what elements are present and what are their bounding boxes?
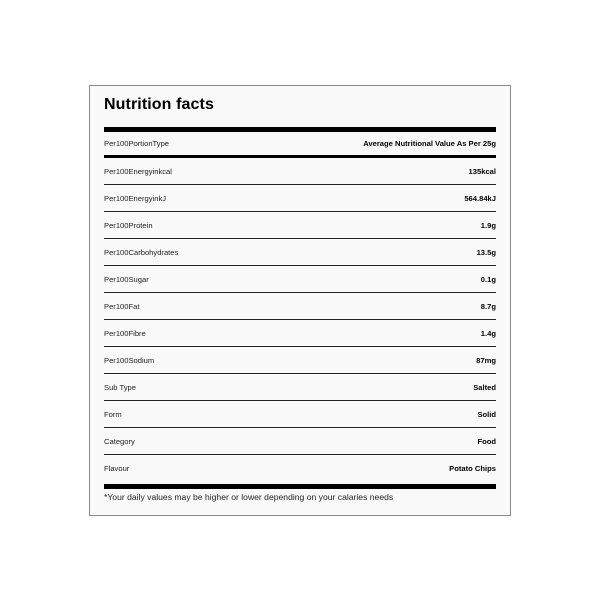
header-label: Per100PortionType — [104, 139, 170, 148]
row-value: Potato Chips — [449, 464, 496, 473]
row-label: Flavour — [104, 464, 130, 473]
nutrition-table — [104, 132, 496, 482]
table-row — [104, 239, 496, 266]
table-row — [104, 455, 496, 482]
table-row — [104, 212, 496, 239]
table-header-row — [104, 132, 496, 158]
row-label: Per100Sodium — [104, 355, 155, 365]
table-row — [104, 428, 496, 455]
row-value: 13.5g — [476, 247, 496, 257]
table-row — [104, 293, 496, 320]
row-value: 135kcal — [468, 166, 496, 176]
table-row — [104, 347, 496, 374]
footnote: *Your daily values may be higher or lower depending on your calaries needs — [104, 492, 394, 502]
row-label: Per100Sugar — [104, 274, 149, 284]
nutrition-facts-card — [89, 85, 511, 516]
row-label: Per100Fibre — [104, 328, 146, 338]
row-label: Per100Fat — [104, 301, 140, 311]
table-row — [104, 320, 496, 347]
row-value: Food — [477, 436, 496, 446]
row-label: Per100Protein — [104, 220, 153, 230]
row-label: Per100Carbohydrates — [104, 247, 179, 257]
row-value: 87mg — [476, 355, 496, 365]
table-row — [104, 401, 496, 428]
row-label: Sub Type — [104, 382, 136, 392]
header-value: Average Nutritional Value As Per 25g — [363, 139, 496, 148]
table-row — [104, 374, 496, 401]
row-value: 1.4g — [480, 328, 496, 338]
page-top-band — [0, 0, 600, 80]
row-label: Category — [104, 436, 135, 446]
table-row — [104, 158, 496, 185]
row-label: Form — [104, 409, 122, 419]
table-bottom-divider — [104, 484, 496, 489]
row-value: 0.1g — [480, 274, 496, 284]
row-label: Per100Energyinkcal — [104, 166, 172, 176]
row-value: 1.9g — [480, 220, 496, 230]
nutrition-title: Nutrition facts — [104, 96, 214, 113]
row-label: Per100EnergyinkJ — [104, 193, 167, 203]
row-value: 8.7g — [480, 301, 496, 311]
table-row — [104, 185, 496, 212]
nutrition-facts-content — [104, 86, 496, 515]
row-value: Salted — [473, 382, 496, 392]
row-value: Solid — [477, 409, 496, 419]
row-value: 564.84kJ — [464, 193, 496, 203]
table-row — [104, 266, 496, 293]
